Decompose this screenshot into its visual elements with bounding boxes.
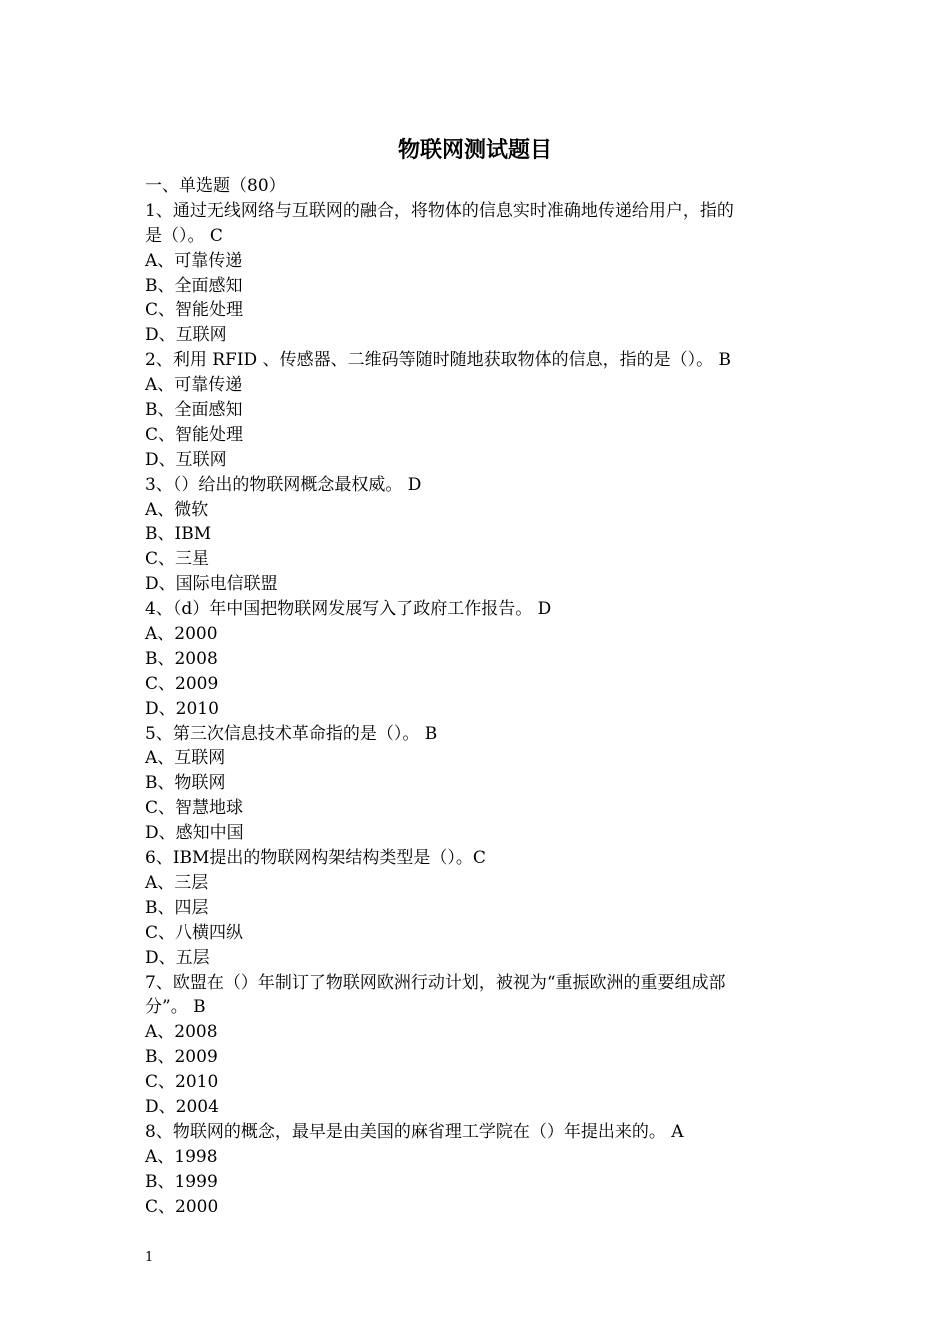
text-line: 6、IBM提出的物联网构架结构类型是（）。C bbox=[145, 848, 486, 869]
text-line: B、全面感知 bbox=[145, 275, 243, 296]
text-line: 5、第三次信息技术革命指的是（）。 B bbox=[145, 723, 438, 744]
text-line: 是（）。 C bbox=[145, 225, 223, 246]
text-line: B、1999 bbox=[145, 1171, 218, 1192]
text-line: C、三星 bbox=[145, 549, 210, 570]
text-line: C、2000 bbox=[145, 1196, 219, 1217]
text-line: B、2009 bbox=[145, 1047, 218, 1068]
text-line: C、智能处理 bbox=[145, 300, 244, 321]
text-line: 8、物联网的概念，最早是由美国的麻省理工学院在（）年提出来的。 A bbox=[145, 1121, 684, 1142]
page-number: 1 bbox=[145, 1250, 154, 1265]
text-line: A、微软 bbox=[145, 499, 209, 520]
document-title: 物联网测试题目 bbox=[397, 138, 552, 163]
text-line: 7、欧盟在（）年制订了物联网欧洲行动计划，被视为“重振欧洲的重要组成部 bbox=[145, 972, 726, 993]
text-line: 分”。 B bbox=[145, 997, 206, 1018]
text-line: 1、通过无线网络与互联网的融合，将物体的信息实时准确地传递给用户，指的 bbox=[145, 200, 734, 221]
text-line: C、八横四纵 bbox=[145, 922, 244, 943]
text-line: D、互联网 bbox=[145, 449, 227, 470]
text-line: D、2010 bbox=[145, 698, 219, 719]
text-line: D、互联网 bbox=[145, 325, 227, 346]
text-line: A、三层 bbox=[145, 872, 209, 893]
text-line: 3、（）给出的物联网概念最权威。 D bbox=[145, 474, 422, 495]
text-line: C、2010 bbox=[145, 1072, 219, 1093]
text-line: C、智慧地球 bbox=[145, 798, 244, 819]
text-line: D、国际电信联盟 bbox=[145, 574, 278, 595]
question-body bbox=[145, 174, 810, 1219]
text-line: B、全面感知 bbox=[145, 400, 243, 421]
text-line: A、2008 bbox=[145, 1022, 218, 1043]
text-line: C、智能处理 bbox=[145, 424, 244, 445]
text-line: B、IBM bbox=[145, 524, 212, 545]
text-line: 2、利用 RFID 、传感器、二维码等随时随地获取物体的信息，指的是（）。 B bbox=[145, 350, 731, 371]
text-line: D、五层 bbox=[145, 947, 210, 968]
text-line: B、四层 bbox=[145, 897, 209, 918]
text-line: D、感知中国 bbox=[145, 823, 244, 844]
text-line: A、1998 bbox=[145, 1146, 218, 1167]
text-line: 一、单选题（80） bbox=[145, 176, 286, 196]
text-line: D、2004 bbox=[145, 1096, 219, 1117]
text-line: A、可靠传递 bbox=[145, 375, 243, 396]
text-line: A、互联网 bbox=[145, 748, 226, 769]
text-line: 4、（d）年中国把物联网发展写入了政府工作报告。 D bbox=[145, 599, 552, 620]
text-line: A、可靠传递 bbox=[145, 250, 243, 271]
text-line: A、2000 bbox=[145, 624, 218, 645]
text-line: B、物联网 bbox=[145, 773, 226, 794]
text-line: C、2009 bbox=[145, 673, 219, 694]
text-line: B、2008 bbox=[145, 648, 218, 669]
